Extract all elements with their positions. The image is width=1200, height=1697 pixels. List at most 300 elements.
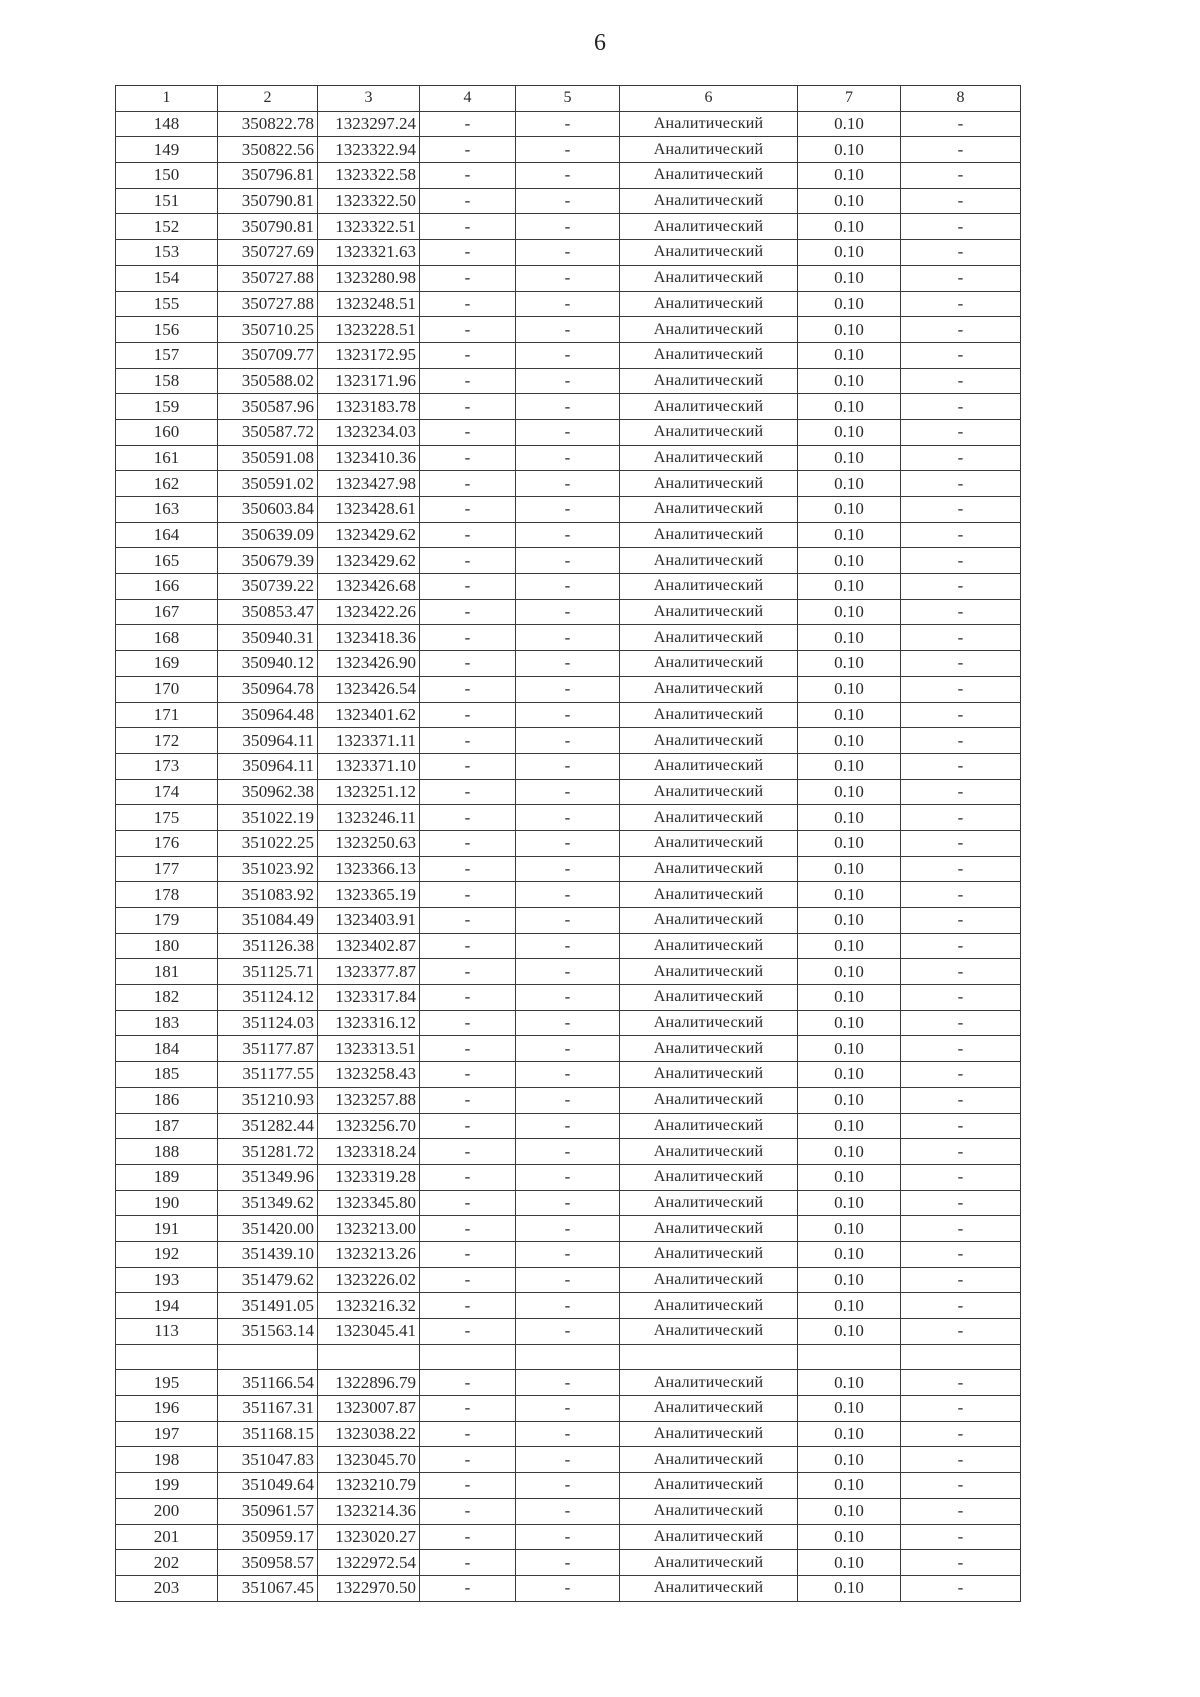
table-row [116, 548, 1021, 574]
cell-accuracy: 0.10 [798, 1190, 901, 1216]
cell-y-coordinate: 1323316.12 [318, 1010, 420, 1036]
cell-col-4: - [420, 856, 516, 882]
cell-x-coordinate: 350940.31 [218, 625, 318, 651]
cell-accuracy: 0.10 [798, 676, 901, 702]
cell-col-4: - [420, 676, 516, 702]
cell-method: Аналитический [620, 1113, 798, 1139]
cell-y-coordinate: 1323297.24 [318, 111, 420, 137]
cell-col-5: - [516, 368, 620, 394]
cell-y-coordinate: 1323045.41 [318, 1319, 420, 1345]
table-row [116, 522, 1021, 548]
cell-col-5: - [516, 574, 620, 600]
cell-method: Аналитический [620, 908, 798, 934]
cell-point-number: 162 [116, 471, 218, 497]
cell-col-8: - [901, 599, 1021, 625]
cell-method: Аналитический [620, 1062, 798, 1088]
table-row [116, 1319, 1021, 1345]
table-row [116, 1241, 1021, 1267]
cell-col-8: - [901, 497, 1021, 523]
cell-method: Аналитический [620, 1498, 798, 1524]
cell-y-coordinate: 1323366.13 [318, 856, 420, 882]
cell-col-5: - [516, 342, 620, 368]
table-row [116, 882, 1021, 908]
cell-col-8: - [901, 1370, 1021, 1396]
cell-x-coordinate: 351349.62 [218, 1190, 318, 1216]
cell-accuracy: 0.10 [798, 368, 901, 394]
table-row [116, 163, 1021, 189]
cell-col-4: - [420, 394, 516, 420]
cell-y-coordinate: 1323426.54 [318, 676, 420, 702]
cell-point-number: 192 [116, 1241, 218, 1267]
cell-y-coordinate: 1323371.10 [318, 753, 420, 779]
cell-point-number: 199 [116, 1473, 218, 1499]
table-row [116, 419, 1021, 445]
cell-point-number: 159 [116, 394, 218, 420]
cell-col-4: - [420, 830, 516, 856]
cell-accuracy: 0.10 [798, 959, 901, 985]
cell-col-8: - [901, 317, 1021, 343]
cell-col-8: - [901, 959, 1021, 985]
cell-method: Аналитический [620, 265, 798, 291]
cell-y-coordinate: 1323214.36 [318, 1498, 420, 1524]
table-row [116, 830, 1021, 856]
cell-point-number: 177 [116, 856, 218, 882]
cell-method: Аналитический [620, 599, 798, 625]
cell-col-8: - [901, 702, 1021, 728]
cell-accuracy: 0.10 [798, 574, 901, 600]
cell-method: Аналитический [620, 548, 798, 574]
cell-col-4: - [420, 908, 516, 934]
cell-y-coordinate: 1323250.63 [318, 830, 420, 856]
cell-y-coordinate: 1323213.00 [318, 1216, 420, 1242]
cell-x-coordinate: 351023.92 [218, 856, 318, 882]
cell-x-coordinate: 350587.96 [218, 394, 318, 420]
cell-accuracy: 0.10 [798, 1241, 901, 1267]
cell-col-4: - [420, 599, 516, 625]
cell-col-8: - [901, 1216, 1021, 1242]
cell-y-coordinate: 1323321.63 [318, 240, 420, 266]
cell-accuracy: 0.10 [798, 985, 901, 1011]
cell-point-number: 203 [116, 1575, 218, 1601]
cell-col-5: - [516, 240, 620, 266]
table-row [116, 676, 1021, 702]
cell-col-4: - [420, 651, 516, 677]
cell-col-5: - [516, 779, 620, 805]
cell-x-coordinate: 350587.72 [218, 419, 318, 445]
cell-accuracy: 0.10 [798, 1421, 901, 1447]
cell-y-coordinate: 1323322.50 [318, 188, 420, 214]
cell-col-4: - [420, 1190, 516, 1216]
cell-point-number: 166 [116, 574, 218, 600]
cell-col-4: - [420, 1062, 516, 1088]
cell-method: Аналитический [620, 753, 798, 779]
cell-col-4: - [420, 702, 516, 728]
table-row [116, 471, 1021, 497]
cell-col-5: - [516, 908, 620, 934]
cell-accuracy: 0.10 [798, 882, 901, 908]
cell-accuracy: 0.10 [798, 599, 901, 625]
cell-x-coordinate: 350940.12 [218, 651, 318, 677]
column-header: 4 [420, 86, 516, 112]
cell-col-4: - [420, 574, 516, 600]
table-row [116, 805, 1021, 831]
cell-y-coordinate: 1323172.95 [318, 342, 420, 368]
cell-col-4: - [420, 1319, 516, 1345]
cell-x-coordinate: 350727.69 [218, 240, 318, 266]
cell-col-4: - [420, 805, 516, 831]
cell-x-coordinate: 351210.93 [218, 1087, 318, 1113]
cell-point-number: 169 [116, 651, 218, 677]
cell-accuracy: 0.10 [798, 1370, 901, 1396]
cell-point-number: 150 [116, 163, 218, 189]
table-row [116, 1267, 1021, 1293]
cell-point-number: 187 [116, 1113, 218, 1139]
cell-col-4: - [420, 111, 516, 137]
cell-y-coordinate: 1323038.22 [318, 1421, 420, 1447]
cell-method: Аналитический [620, 1524, 798, 1550]
cell-col-8: - [901, 1062, 1021, 1088]
cell-accuracy: 0.10 [798, 342, 901, 368]
cell-accuracy: 0.10 [798, 830, 901, 856]
cell-point-number: 201 [116, 1524, 218, 1550]
cell-y-coordinate: 1323365.19 [318, 882, 420, 908]
table-row [116, 265, 1021, 291]
cell-y-coordinate: 1323322.58 [318, 163, 420, 189]
cell-col-8: - [901, 419, 1021, 445]
cell-accuracy: 0.10 [798, 1293, 901, 1319]
table-row [116, 908, 1021, 934]
cell-y-coordinate: 1323020.27 [318, 1524, 420, 1550]
cell-col-5: - [516, 1267, 620, 1293]
table-row [116, 368, 1021, 394]
cell-x-coordinate: 351282.44 [218, 1113, 318, 1139]
cell-col-5: - [516, 291, 620, 317]
table-row [116, 342, 1021, 368]
table-row [116, 599, 1021, 625]
cell-col-5: - [516, 1473, 620, 1499]
table-row [116, 728, 1021, 754]
cell-col-8: - [901, 830, 1021, 856]
cell-accuracy: 0.10 [798, 1087, 901, 1113]
cell-y-coordinate: 1322972.54 [318, 1550, 420, 1576]
cell-y-coordinate: 1323228.51 [318, 317, 420, 343]
cell-col-8: - [901, 625, 1021, 651]
column-header: 7 [798, 86, 901, 112]
cell-col-4: - [420, 291, 516, 317]
cell-col-4: - [420, 368, 516, 394]
cell-accuracy: 0.10 [798, 1062, 901, 1088]
cell-accuracy: 0.10 [798, 779, 901, 805]
cell-col-5: - [516, 1319, 620, 1345]
cell-col-5: - [516, 317, 620, 343]
table-row [116, 1010, 1021, 1036]
cell-x-coordinate: 350958.57 [218, 1550, 318, 1576]
cell-col-8: - [901, 908, 1021, 934]
cell-col-8: - [901, 111, 1021, 137]
cell-accuracy: 0.10 [798, 753, 901, 779]
column-header: 6 [620, 86, 798, 112]
cell-method: Аналитический [620, 163, 798, 189]
cell-col-5: - [516, 676, 620, 702]
cell-method: Аналитический [620, 728, 798, 754]
cell-accuracy: 0.10 [798, 651, 901, 677]
cell-col-8: - [901, 163, 1021, 189]
table-row [116, 933, 1021, 959]
cell-x-coordinate: 350822.56 [218, 137, 318, 163]
cell-point-number: 195 [116, 1370, 218, 1396]
cell-x-coordinate: 350727.88 [218, 265, 318, 291]
cell-x-coordinate: 350591.08 [218, 445, 318, 471]
cell-accuracy: 0.10 [798, 1473, 901, 1499]
cell-col-8: - [901, 240, 1021, 266]
cell-col-5: - [516, 1190, 620, 1216]
cell-col-8: - [901, 291, 1021, 317]
cell-col-5: - [516, 1447, 620, 1473]
cell-col-5: - [516, 163, 620, 189]
cell-point-number: 172 [116, 728, 218, 754]
cell-x-coordinate: 351083.92 [218, 882, 318, 908]
cell-accuracy: 0.10 [798, 317, 901, 343]
cell-col-4: - [420, 1421, 516, 1447]
cell-x-coordinate: 351049.64 [218, 1473, 318, 1499]
cell-point-number: 175 [116, 805, 218, 831]
cell-method: Аналитический [620, 1267, 798, 1293]
cell-col-8: - [901, 137, 1021, 163]
cell-col-5: - [516, 548, 620, 574]
cell-y-coordinate: 1323007.87 [318, 1396, 420, 1422]
cell-x-coordinate: 351124.12 [218, 985, 318, 1011]
cell-method: Аналитический [620, 1550, 798, 1576]
cell-col-8: - [901, 1498, 1021, 1524]
cell-y-coordinate: 1323171.96 [318, 368, 420, 394]
cell-method: Аналитический [620, 1370, 798, 1396]
cell-col-5: - [516, 651, 620, 677]
cell-x-coordinate: 350790.81 [218, 214, 318, 240]
table-row [116, 291, 1021, 317]
cell-col-8: - [901, 574, 1021, 600]
cell-x-coordinate: 351420.00 [218, 1216, 318, 1242]
table-row [116, 574, 1021, 600]
cell-method: Аналитический [620, 702, 798, 728]
cell-method: Аналитический [620, 882, 798, 908]
cell-point-number: 178 [116, 882, 218, 908]
cell-accuracy: 0.10 [798, 1319, 901, 1345]
cell-y-coordinate: 1322970.50 [318, 1575, 420, 1601]
cell-point-number: 160 [116, 419, 218, 445]
cell-col-5: - [516, 522, 620, 548]
cell-x-coordinate: 350822.78 [218, 111, 318, 137]
cell-point-number: 151 [116, 188, 218, 214]
cell-col-8 [901, 1344, 1021, 1370]
table-row [116, 394, 1021, 420]
cell-point-number: 183 [116, 1010, 218, 1036]
cell-col-4: - [420, 1087, 516, 1113]
cell-col-4: - [420, 1293, 516, 1319]
cell-method: Аналитический [620, 445, 798, 471]
cell-col-4: - [420, 728, 516, 754]
cell-x-coordinate: 350961.57 [218, 1498, 318, 1524]
cell-y-coordinate: 1323410.36 [318, 445, 420, 471]
cell-col-8: - [901, 214, 1021, 240]
cell-col-8: - [901, 548, 1021, 574]
cell-col-4: - [420, 1447, 516, 1473]
cell-x-coordinate: 351067.45 [218, 1575, 318, 1601]
cell-y-coordinate: 1323183.78 [318, 394, 420, 420]
cell-accuracy [798, 1344, 901, 1370]
cell-col-5: - [516, 1113, 620, 1139]
cell-col-8: - [901, 1524, 1021, 1550]
cell-point-number: 173 [116, 753, 218, 779]
cell-point-number: 148 [116, 111, 218, 137]
cell-col-5: - [516, 1421, 620, 1447]
cell-method: Аналитический [620, 368, 798, 394]
cell-method: Аналитический [620, 111, 798, 137]
table-row [116, 779, 1021, 805]
cell-col-5: - [516, 1036, 620, 1062]
cell-method: Аналитический [620, 779, 798, 805]
cell-method: Аналитический [620, 1575, 798, 1601]
cell-accuracy: 0.10 [798, 1139, 901, 1165]
cell-accuracy: 0.10 [798, 291, 901, 317]
coordinates-table [115, 85, 1021, 1602]
cell-point-number: 186 [116, 1087, 218, 1113]
cell-y-coordinate: 1323401.62 [318, 702, 420, 728]
cell-x-coordinate: 351047.83 [218, 1447, 318, 1473]
cell-x-coordinate: 350964.11 [218, 728, 318, 754]
cell-accuracy: 0.10 [798, 419, 901, 445]
cell-point-number: 184 [116, 1036, 218, 1062]
cell-y-coordinate: 1323280.98 [318, 265, 420, 291]
cell-col-5: - [516, 1062, 620, 1088]
cell-col-5: - [516, 111, 620, 137]
cell-accuracy: 0.10 [798, 522, 901, 548]
cell-col-8: - [901, 985, 1021, 1011]
cell-col-8: - [901, 265, 1021, 291]
cell-col-8: - [901, 1036, 1021, 1062]
cell-accuracy: 0.10 [798, 163, 901, 189]
table-row [116, 137, 1021, 163]
table-row [116, 1087, 1021, 1113]
cell-col-5: - [516, 625, 620, 651]
cell-col-5: - [516, 856, 620, 882]
cell-col-5: - [516, 1241, 620, 1267]
cell-x-coordinate: 350962.38 [218, 779, 318, 805]
cell-y-coordinate: 1323226.02 [318, 1267, 420, 1293]
cell-method: Аналитический [620, 1139, 798, 1165]
cell-accuracy: 0.10 [798, 702, 901, 728]
cell-col-4: - [420, 522, 516, 548]
cell-col-5: - [516, 214, 620, 240]
cell-y-coordinate: 1323210.79 [318, 1473, 420, 1499]
cell-y-coordinate: 1323371.11 [318, 728, 420, 754]
cell-accuracy: 0.10 [798, 1036, 901, 1062]
cell-col-4: - [420, 933, 516, 959]
cell-point-number: 193 [116, 1267, 218, 1293]
cell-method: Аналитический [620, 1396, 798, 1422]
cell-accuracy: 0.10 [798, 1498, 901, 1524]
cell-y-coordinate: 1323429.62 [318, 548, 420, 574]
cell-x-coordinate: 350588.02 [218, 368, 318, 394]
cell-x-coordinate: 351177.55 [218, 1062, 318, 1088]
cell-col-8: - [901, 753, 1021, 779]
cell-point-number: 181 [116, 959, 218, 985]
cell-method: Аналитический [620, 1164, 798, 1190]
cell-point-number: 163 [116, 497, 218, 523]
cell-col-8: - [901, 805, 1021, 831]
cell-y-coordinate: 1323256.70 [318, 1113, 420, 1139]
table-row [116, 985, 1021, 1011]
cell-col-8: - [901, 779, 1021, 805]
table-row [116, 625, 1021, 651]
cell-x-coordinate: 351281.72 [218, 1139, 318, 1165]
table-row [116, 214, 1021, 240]
cell-y-coordinate: 1323429.62 [318, 522, 420, 548]
table-row [116, 445, 1021, 471]
cell-y-coordinate: 1322896.79 [318, 1370, 420, 1396]
cell-col-8: - [901, 933, 1021, 959]
cell-col-8: - [901, 728, 1021, 754]
cell-col-5: - [516, 445, 620, 471]
cell-x-coordinate: 350709.77 [218, 342, 318, 368]
cell-y-coordinate: 1323322.51 [318, 214, 420, 240]
cell-accuracy: 0.10 [798, 111, 901, 137]
cell-method: Аналитический [620, 856, 798, 882]
cell-col-5: - [516, 1524, 620, 1550]
cell-method: Аналитический [620, 522, 798, 548]
cell-col-5: - [516, 830, 620, 856]
cell-y-coordinate: 1323248.51 [318, 291, 420, 317]
cell-col-4: - [420, 317, 516, 343]
cell-accuracy: 0.10 [798, 1267, 901, 1293]
cell-point-number: 164 [116, 522, 218, 548]
cell-accuracy: 0.10 [798, 1216, 901, 1242]
cell-col-8: - [901, 856, 1021, 882]
cell-col-8: - [901, 1087, 1021, 1113]
cell-x-coordinate: 350639.09 [218, 522, 318, 548]
cell-point-number: 149 [116, 137, 218, 163]
cell-x-coordinate: 350964.48 [218, 702, 318, 728]
cell-method: Аналитический [620, 676, 798, 702]
cell-col-5: - [516, 1550, 620, 1576]
cell-y-coordinate [318, 1344, 420, 1370]
cell-method: Аналитический [620, 574, 798, 600]
cell-col-8: - [901, 1139, 1021, 1165]
cell-col-4: - [420, 1498, 516, 1524]
table-row [116, 1062, 1021, 1088]
cell-method: Аналитический [620, 342, 798, 368]
cell-accuracy: 0.10 [798, 908, 901, 934]
table-row [116, 1139, 1021, 1165]
table-row [116, 1524, 1021, 1550]
column-header: 2 [218, 86, 318, 112]
cell-col-4: - [420, 1550, 516, 1576]
cell-method: Аналитический [620, 830, 798, 856]
cell-col-8: - [901, 1190, 1021, 1216]
cell-x-coordinate: 351166.54 [218, 1370, 318, 1396]
cell-accuracy: 0.10 [798, 1164, 901, 1190]
cell-accuracy: 0.10 [798, 265, 901, 291]
cell-col-4: - [420, 1524, 516, 1550]
cell-x-coordinate: 350790.81 [218, 188, 318, 214]
cell-x-coordinate: 351167.31 [218, 1396, 318, 1422]
cell-col-4: - [420, 1396, 516, 1422]
cell-y-coordinate: 1323426.68 [318, 574, 420, 600]
cell-accuracy: 0.10 [798, 1524, 901, 1550]
cell-y-coordinate: 1323402.87 [318, 933, 420, 959]
cell-col-5: - [516, 805, 620, 831]
cell-method: Аналитический [620, 1036, 798, 1062]
table-row [116, 1293, 1021, 1319]
